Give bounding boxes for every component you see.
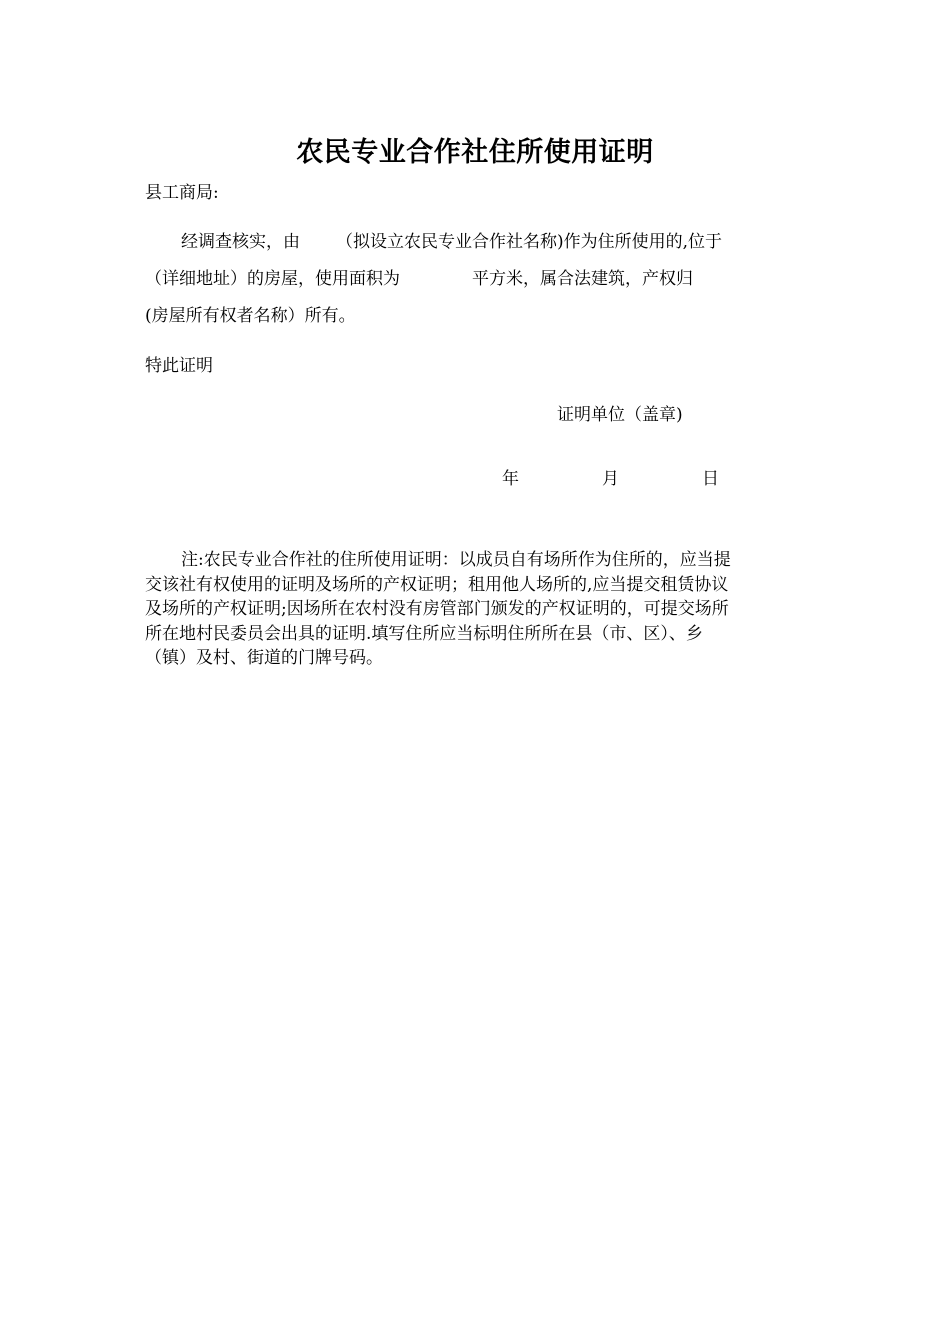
note-line-2: 交该社有权使用的证明及场所的产权证明；租用他人场所的,应当提交租赁协议 bbox=[145, 574, 729, 595]
document-title: 农民专业合作社住所使用证明 bbox=[296, 137, 654, 168]
body-line-1-tail: （拟设立农民专业合作社名称)作为住所使用的,位于 bbox=[336, 232, 723, 252]
note-line-4: 所在地村民委员会出具的证明.填写住所应当标明住所所在县（市、区）、乡 bbox=[145, 623, 703, 644]
date-year-label: 年 bbox=[502, 469, 519, 489]
note-line-3: 及场所的产权证明;因场所在农村没有房管部门颁发的产权证明的，可提交场所 bbox=[145, 599, 729, 619]
addressee: 县工商局: bbox=[145, 183, 219, 203]
date-month-label: 月 bbox=[602, 469, 619, 489]
note-paragraph bbox=[145, 548, 810, 671]
body-line-1-lead: 经调查核实，由 bbox=[181, 232, 300, 252]
closing-text: 特此证明 bbox=[145, 356, 213, 376]
seal-label: 证明单位（盖章) bbox=[557, 405, 683, 425]
note-line-5: （镇）及村、街道的门牌号码。 bbox=[145, 648, 383, 668]
body-line-2 bbox=[145, 264, 810, 289]
body-line-2-lead: （详细地址）的房屋，使用面积为 bbox=[145, 269, 400, 289]
body-line-2-tail: 平方米，属合法建筑，产权归 bbox=[472, 269, 693, 289]
note-line-1: 注:农民专业合作社的住所使用证明：以成员自有场所作为住所的，应当提 bbox=[181, 550, 731, 570]
body-line-3: (房屋所有权者名称）所有。 bbox=[145, 306, 356, 326]
body-line-1 bbox=[145, 227, 810, 252]
date-day-label: 日 bbox=[702, 469, 719, 489]
